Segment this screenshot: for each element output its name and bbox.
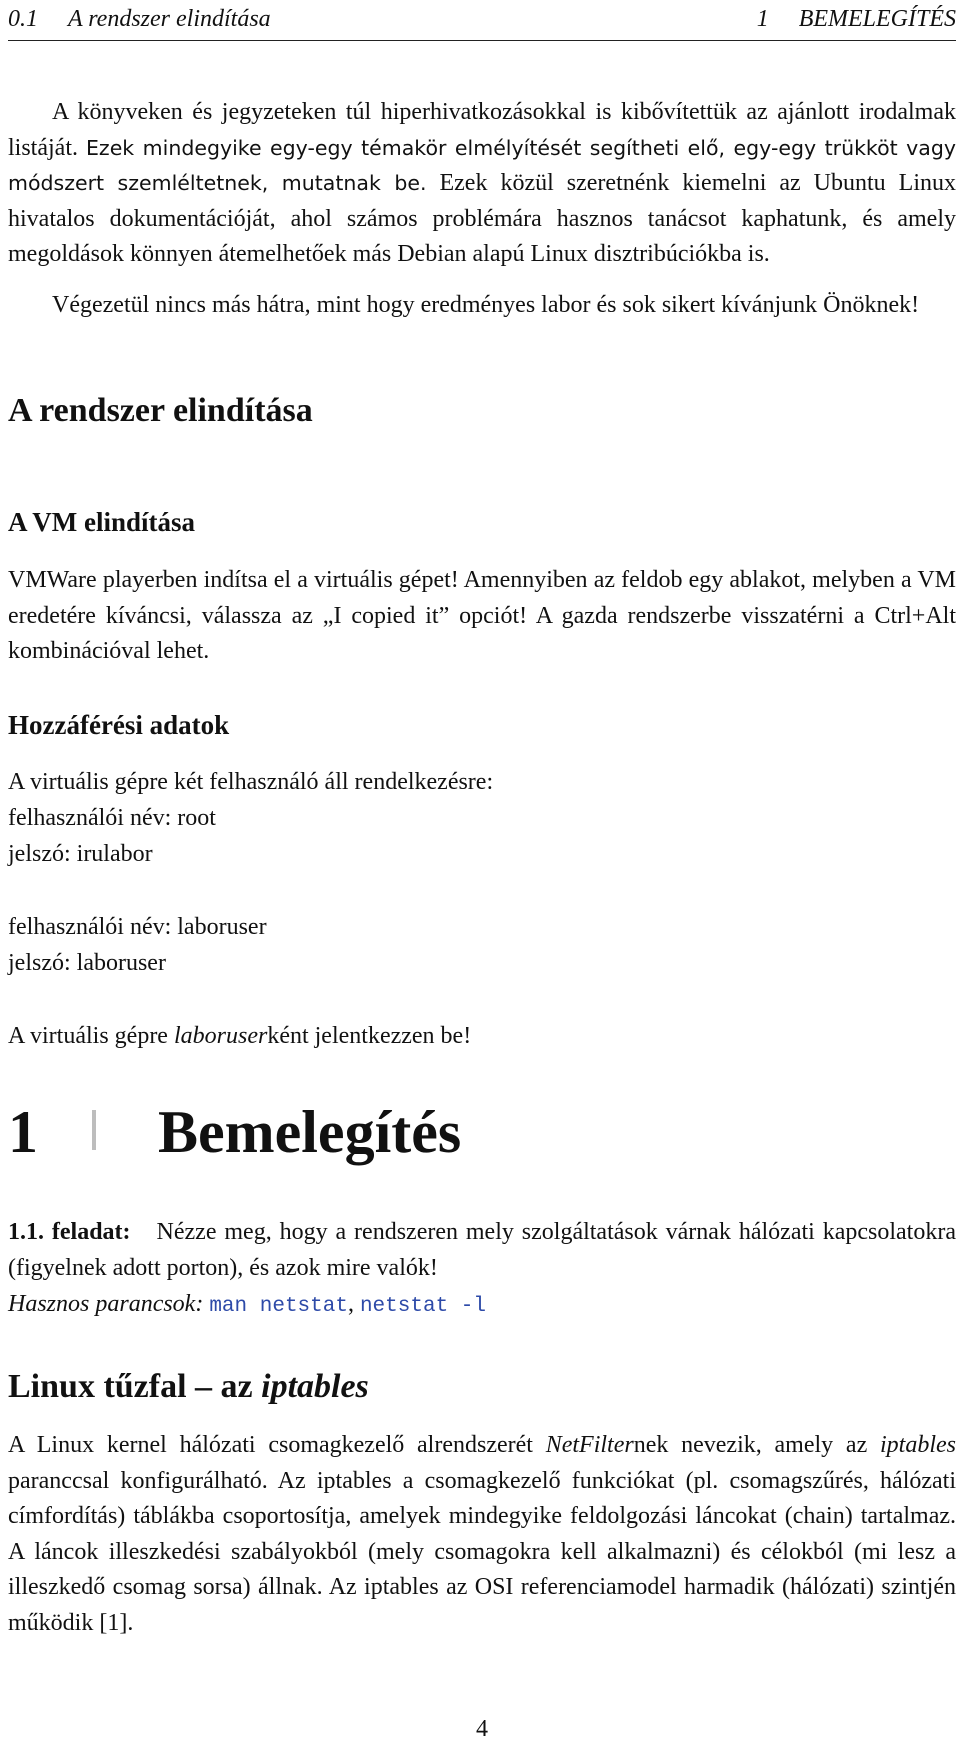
page-number: 4 [476, 1716, 488, 1742]
useful-commands: Hasznos parancsok: man netstat, netstat -l [8, 1291, 486, 1318]
header-left: 0.1 A rendszer elindítása [8, 6, 271, 32]
subsection-title-vm: A VM elindítása [8, 507, 196, 537]
chapter-separator [92, 1110, 96, 1150]
running-header [8, 6, 956, 41]
section-title-iptables: Linux tűzfal – az iptables [8, 1368, 369, 1405]
section-title: A rendszer elindítása [8, 392, 313, 429]
chapter-heading [8, 1098, 461, 1167]
task-1-1: 1.1. feladat: Nézze meg, hogy a rendszeren mely szolgáltatások várnak hálózati kapcsolatokra (figyelnek adott porton), és azok mire valók! [8, 1219, 956, 1281]
login-instruction: A virtuális gépre laboruserként jelentkezzen be! [8, 1023, 472, 1049]
command-man-netstat: man netstat [209, 1295, 348, 1318]
password-root: jelszó: irulabor [8, 841, 153, 867]
intro-paragraph-2: Végezetül nincs más hátra, mint hogy eredményes labor és sok sikert kívánjunk Önöknek! [52, 292, 920, 318]
chapter-number: 1 [8, 1099, 38, 1165]
username-laboruser: felhasználói név: laboruser [8, 914, 267, 940]
subsection-title-access: Hozzáférési adatok [8, 710, 230, 740]
iptables-paragraph: A Linux kernel hálózati csomagkezelő alrendszerét NetFilternek nevezik, amely az iptables paranccsal konfigurálható. Az iptables a csomagkezelő funkciókat (pl. csomagszűrés, hálózati címfordítás) táblákba csoportosítja, amelyek mindegyike feldolgozási láncokat (chain) tartalmaz. A láncok illeszkedési szabályokból (mely csomagokra kell alkalmazni) és célokból (mi lesz a illeszkedő csomag sorsa) állnak. Az iptables az OSI referenciamodel harmadik (hálózati) szintjén működik [1]. [8, 1432, 956, 1636]
command-netstat-l: netstat -l [359, 1295, 486, 1318]
password-laboruser: jelszó: laboruser [8, 950, 166, 976]
chapter-title: Bemelegítés [158, 1099, 462, 1165]
username-root: felhasználói név: root [8, 805, 216, 831]
task-label: 1.1. feladat: [8, 1219, 131, 1245]
vm-paragraph: VMWare playerben indítsa el a virtuális gépet! Amennyiben az feldob egy ablakot, melyben a VM eredetére kíváncsi, válassza az „I copied it” opciót! A gazda rendszerbe visszatérni a Ctrl+Alt kombinációval lehet. [8, 567, 956, 664]
intro-paragraph-1: A könyveken és jegyzeteken túl hiperhivatkozásokkal is kibővítettük az ajánlott irodalmak listáját. Ezek mindegyike egy-egy témakör elmélyítését segítheti elő, egy-egy trükköt vagy módszert szemléltetnek, mutatnak be. Ezek közül szeretnénk kiemelni az Ubuntu Linux hivatalos dokumentációját, ahol számos problémára hasznos tanácsot kaphatunk, és amely megoldások könnyen átemelhetőek más Debian alapú Linux disztribúciókba is. [8, 99, 956, 267]
access-intro: A virtuális gépre két felhasználó áll rendelkezésre: [8, 769, 494, 795]
header-right: 1 BEMELEGÍTÉS [756, 6, 956, 32]
